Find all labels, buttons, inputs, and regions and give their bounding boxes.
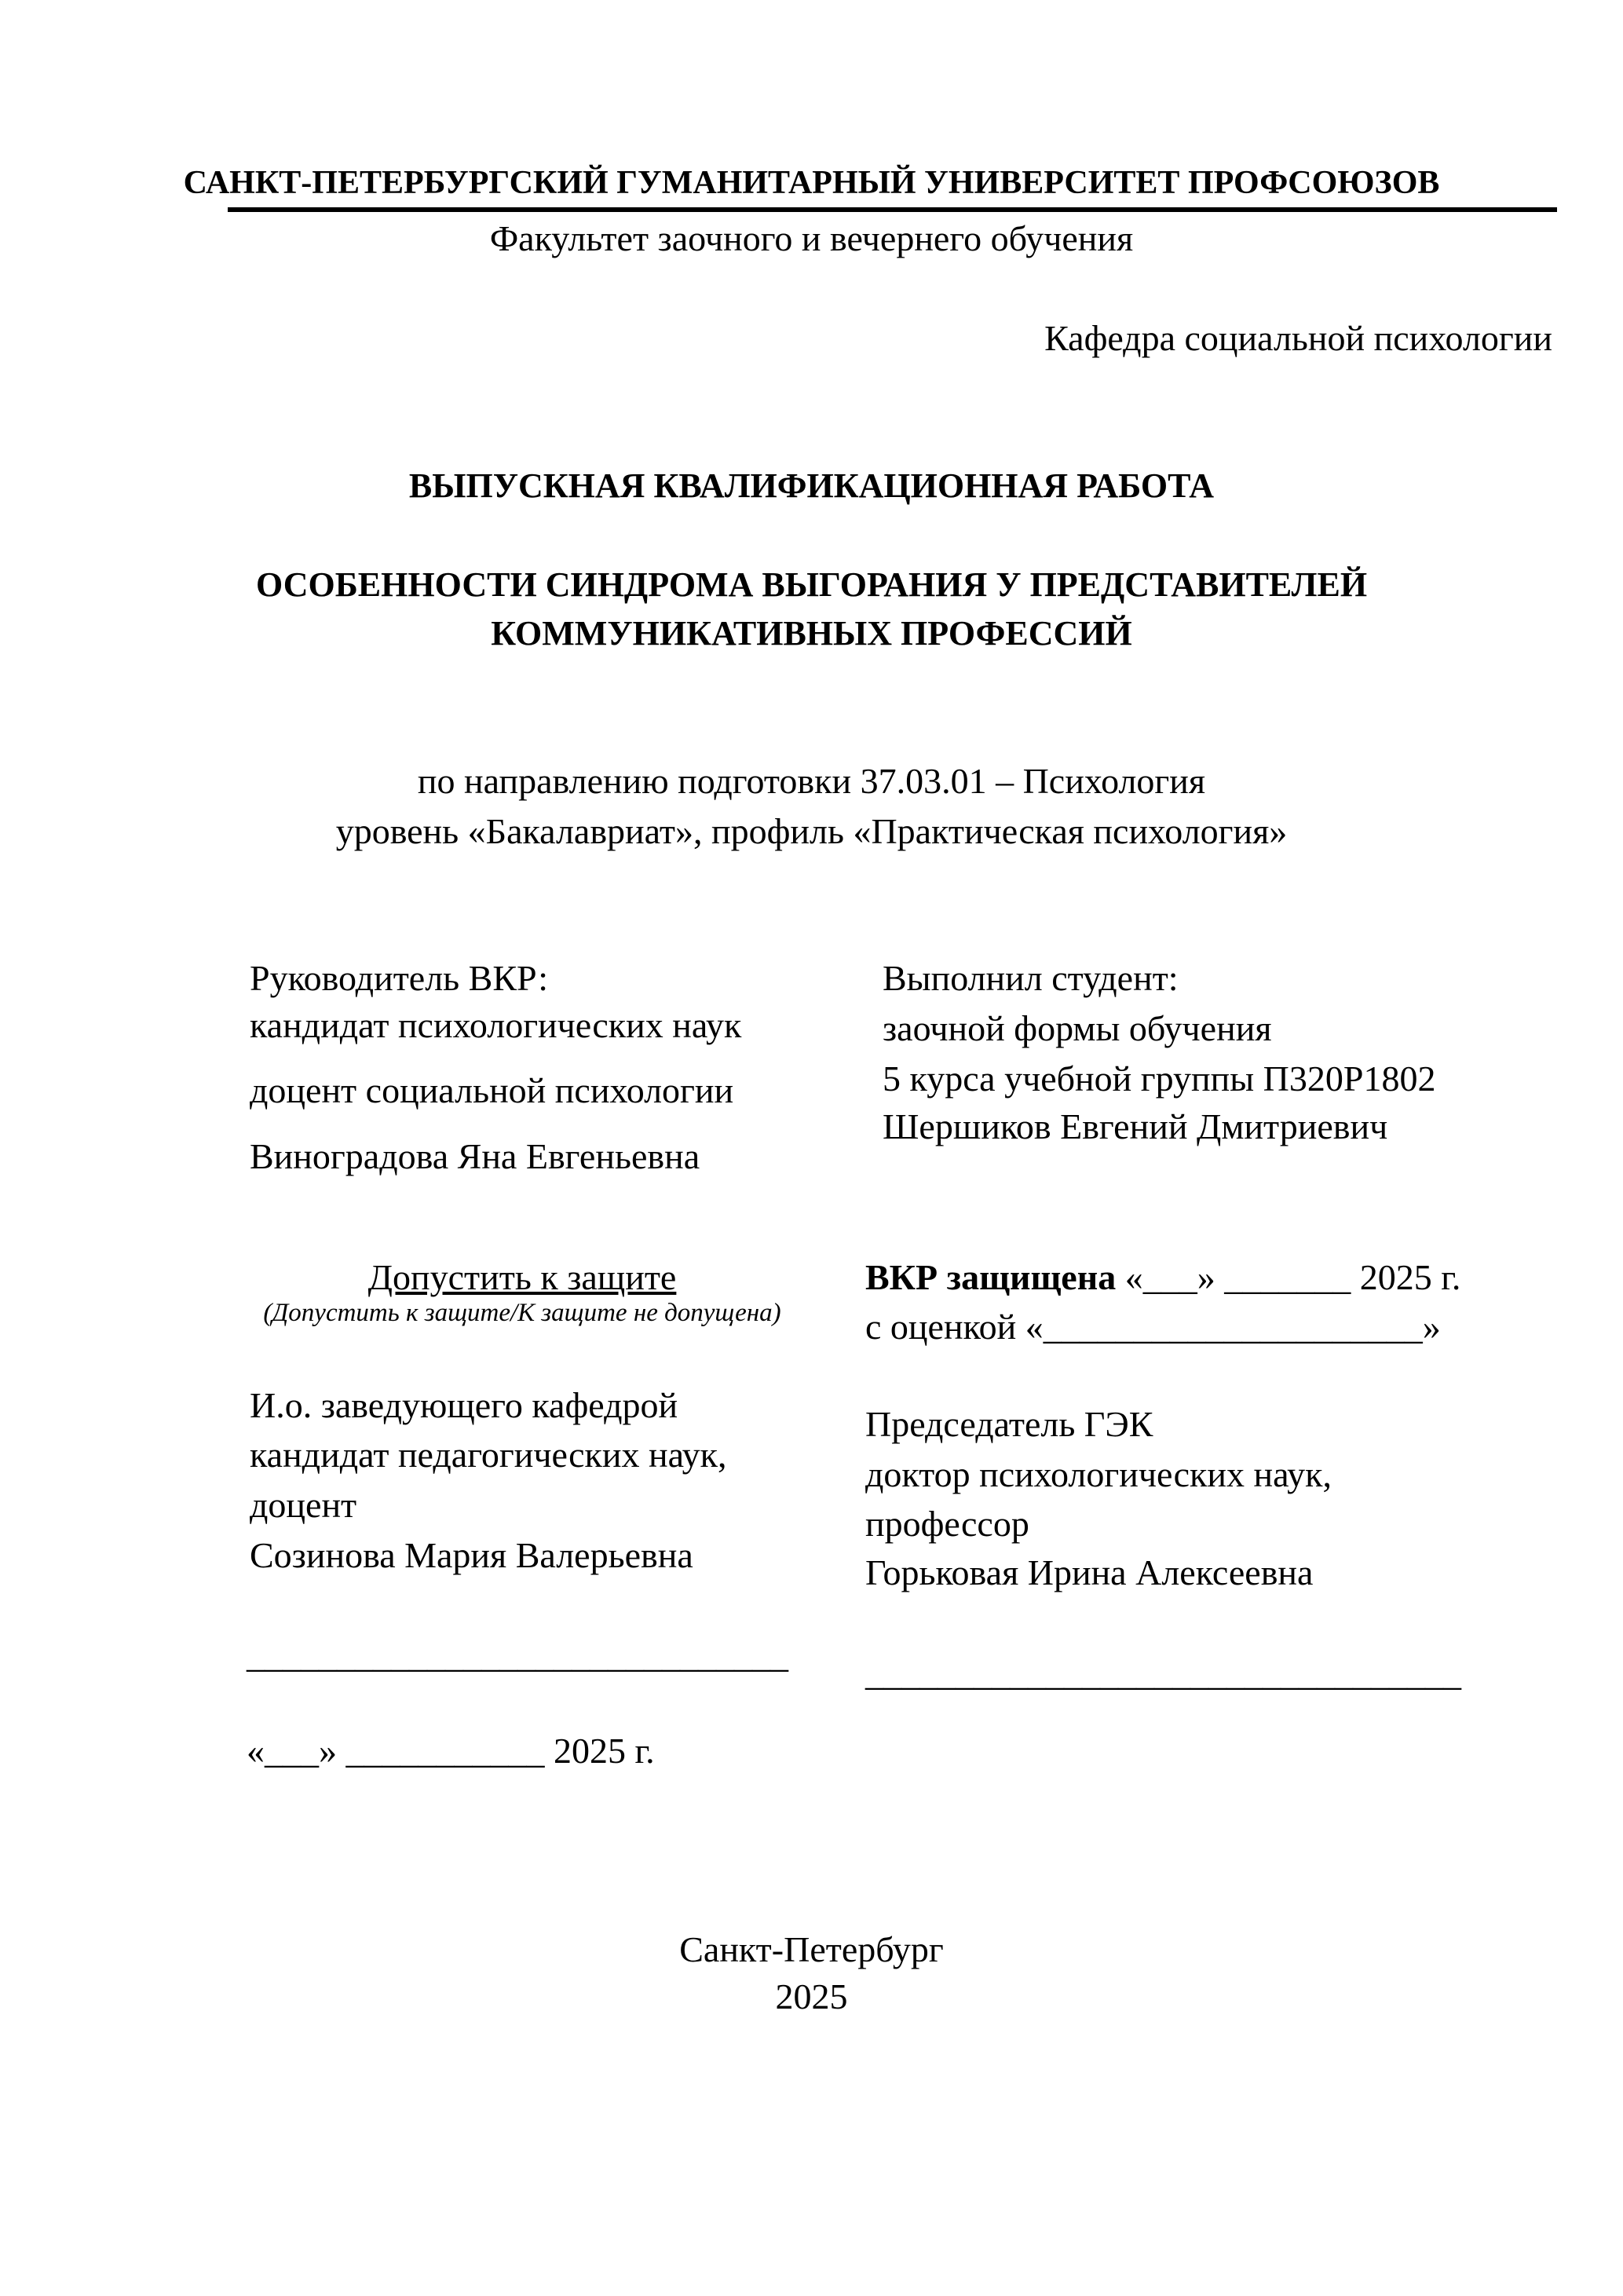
topic-line-1: ОСОБЕННОСТИ СИНДРОМА ВЫГОРАНИЯ У ПРЕДСТАВИТЕЛЕЙ <box>255 565 1368 604</box>
university-name: САНКТ-ПЕТЕРБУРГСКИЙ ГУМАНИТАРНЫЙ УНИВЕРСИТЕТ ПРОФСОЮЗОВ <box>183 165 1440 201</box>
supervisor-name: Виноградова Яна Евгеньевна <box>250 1136 700 1176</box>
chair-signature-line: _________________________________ <box>865 1653 1461 1693</box>
defended-label: ВКР защищена <box>865 1257 1117 1297</box>
work-type: ВЫПУСКНАЯ КВАЛИФИКАЦИОННАЯ РАБОТА <box>408 466 1215 505</box>
level-profile: уровень «Бакалавриат», профиль «Практическая психология» <box>335 811 1288 851</box>
grade-line: с оценкой «_____________________» <box>865 1307 1441 1347</box>
direction: по направлению подготовки 37.03.01 – Психология <box>417 761 1206 801</box>
supervisor-label: Руководитель ВКР: <box>250 958 549 998</box>
admission-date-line: «___» ___________ 2025 г. <box>247 1731 655 1771</box>
chair-name: Горьковая Ирина Алексеевна <box>865 1552 1314 1592</box>
chair-degree: доктор психологических наук, <box>865 1454 1332 1494</box>
department-name: Кафедра социальной психологии <box>1044 318 1552 358</box>
footer-year: 2025 <box>775 1976 848 2016</box>
student-form: заочной формы обучения <box>883 1008 1272 1048</box>
defense-date-line <box>865 1257 1461 1297</box>
head-name: Созинова Мария Валерьевна <box>250 1535 693 1575</box>
defended-date: «___» _______ 2025 г. <box>1116 1257 1461 1297</box>
head-degree: кандидат педагогических наук, <box>250 1435 727 1475</box>
topic-line-2: КОММУНИКАТИВНЫХ ПРОФЕССИЙ <box>491 614 1132 653</box>
student-name: Шершиков Евгений Дмитриевич <box>883 1106 1388 1146</box>
faculty-name: Факультет заочного и вечернего обучения <box>489 218 1134 258</box>
supervisor-position: доцент социальной психологии <box>250 1070 734 1110</box>
head-rank: доцент <box>250 1485 357 1525</box>
header-rule <box>228 207 1557 212</box>
admission-hint: (Допустить к защите/К защите не допущена) <box>263 1299 781 1327</box>
footer-city: Санкт-Петербург <box>679 1929 944 1969</box>
head-title: И.о. заведующего кафедрой <box>250 1385 678 1425</box>
supervisor-degree: кандидат психологических наук <box>250 1005 742 1045</box>
admission-decision: Допустить к защите <box>367 1257 677 1297</box>
student-label: Выполнил студент: <box>883 958 1179 998</box>
head-signature-line: ______________________________ <box>247 1635 788 1675</box>
chair-rank: профессор <box>865 1504 1029 1544</box>
student-group: 5 курса учебной группы П320Р1802 <box>883 1058 1436 1099</box>
chair-title: Председатель ГЭК <box>865 1404 1153 1444</box>
